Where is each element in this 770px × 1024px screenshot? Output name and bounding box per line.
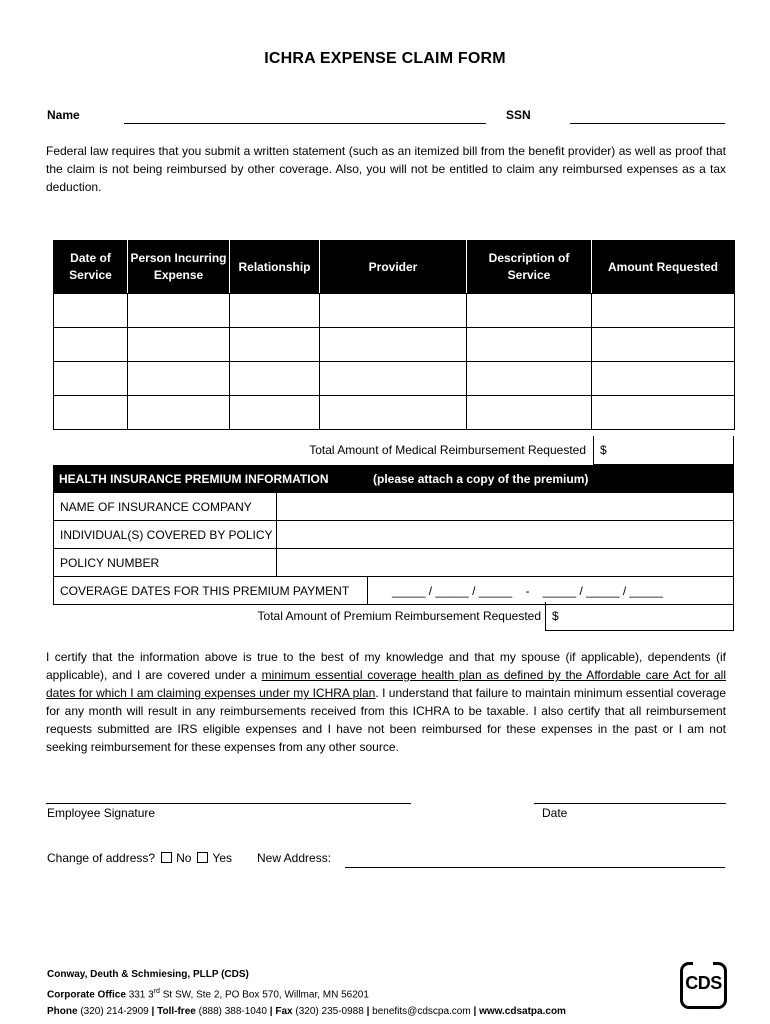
total-premium-row [53, 602, 734, 631]
insurance-company-row [53, 493, 734, 521]
table-cell[interactable] [54, 396, 128, 430]
footer-contact: Phone (320) 214-2909 | Toll-free (888) 388-1040 | Fax (320) 235-0988 | benefits@cdscpa.com | www.cdsatpa.com [47, 1006, 566, 1018]
insurance-company-field[interactable] [277, 493, 733, 520]
date-label: Date [542, 806, 568, 820]
table-cell[interactable] [230, 396, 320, 430]
footer-tollfree: (888) 388-1040 [198, 1006, 267, 1018]
premium-header-note: (please attach a copy of the premium) [373, 472, 589, 486]
certification-paragraph [46, 648, 726, 756]
table-cell[interactable] [128, 328, 230, 362]
covered-individuals-field[interactable] [277, 521, 733, 548]
intro-paragraph: Federal law requires that you submit a written statement (such as an itemized bill from the benefit provider) as well as proof that the claim is not being reimbursed by other coverage. Also, you will not be entitled to claim any reimbursed expenses as a tax deduction. [46, 144, 726, 194]
name-field[interactable] [124, 109, 486, 124]
table-cell[interactable] [592, 396, 735, 430]
footer-email[interactable]: benefits@cdscpa.com [372, 1006, 471, 1018]
total-medical-row [53, 436, 734, 465]
name-label: Name [47, 108, 80, 122]
table-cell[interactable] [592, 328, 735, 362]
policy-number-field[interactable] [277, 549, 733, 576]
table-cell[interactable] [54, 294, 128, 328]
table-row [54, 294, 735, 328]
footer-company: Conway, Deuth & Schmiesing, PLLP (CDS) [47, 969, 249, 980]
signature-label: Employee Signature [47, 806, 156, 820]
new-address-field[interactable] [345, 852, 725, 868]
certification-underlined-text: minimum essential coverage health plan as defined by the Affordable care Act for all dates for which I am claiming expenses under my ICHRA plan [46, 668, 726, 700]
table-cell[interactable] [592, 362, 735, 396]
yes-checkbox[interactable] [197, 852, 208, 863]
policy-number-row [53, 549, 734, 577]
table-cell[interactable] [320, 294, 467, 328]
currency-symbol: $ [552, 609, 559, 623]
table-cell[interactable] [467, 362, 592, 396]
table-cell[interactable] [592, 294, 735, 328]
total-premium-amount-field[interactable] [545, 602, 734, 631]
footer-office-label: Corporate Office [47, 989, 126, 1001]
table-cell[interactable] [128, 362, 230, 396]
table-cell[interactable] [320, 396, 467, 430]
table-cell[interactable] [54, 328, 128, 362]
table-cell[interactable] [230, 362, 320, 396]
table-cell[interactable] [467, 328, 592, 362]
table-cell[interactable] [54, 362, 128, 396]
coverage-dates-field[interactable]: _____ / _____ / _____ - _____ / _____ / _____ [392, 584, 663, 598]
col-header-provider: Provider [320, 241, 467, 294]
total-medical-amount-field[interactable] [593, 436, 734, 465]
table-row [54, 362, 735, 396]
table-cell[interactable] [128, 396, 230, 430]
covered-individuals-row [53, 521, 734, 549]
certification-text: I certify that the information above is true to the best of my knowledge and that my spouse (if applicable), dependents (if applicable), and I are covered under a [46, 650, 726, 682]
table-row [54, 328, 735, 362]
premium-header-title: HEALTH INSURANCE PREMIUM INFORMATION [59, 472, 329, 486]
change-address-label: Change of address? [47, 851, 156, 865]
table-cell[interactable] [320, 362, 467, 396]
col-header-relationship: Relationship [230, 241, 320, 294]
logo-text: CDS [685, 973, 722, 993]
new-address-label: New Address: [257, 851, 332, 865]
ssn-field[interactable] [570, 109, 725, 124]
footer-phone: (320) 214-2909 [80, 1006, 149, 1018]
certification-text: . I understand that failure to maintain minimum essential coverage for any month will result in any reimbursements received from this ICHRA to be taxable. I also certify that all reimbursement requests submitted are IRS eligible expenses and I have not been reimbursed for these expenses in the past or I am not seeking reimbursement for these expenses from any other source. [46, 686, 726, 754]
no-label: No [176, 851, 192, 865]
footer-office: Corporate Office 331 3rd St SW, Ste 2, PO Box 570, Willmar, MN 56201 [47, 988, 369, 1001]
insurance-company-label: NAME OF INSURANCE COMPANY [60, 500, 252, 514]
no-checkbox[interactable] [161, 852, 172, 863]
total-premium-label: Total Amount of Premium Reimbursement Requested [257, 609, 541, 623]
table-row [54, 396, 735, 430]
change-address-group [47, 851, 232, 865]
footer-website[interactable]: www.cdsatpa.com [479, 1006, 566, 1018]
date-field[interactable] [534, 790, 726, 804]
expense-table [53, 240, 735, 430]
table-cell[interactable] [467, 396, 592, 430]
col-header-date: Date of Service [54, 241, 128, 294]
table-cell[interactable] [128, 294, 230, 328]
policy-number-label: POLICY NUMBER [60, 556, 160, 570]
cds-logo [680, 962, 727, 1009]
table-cell[interactable] [230, 294, 320, 328]
col-header-person: Person Incurring Expense [128, 241, 230, 294]
currency-symbol: $ [600, 443, 607, 457]
covered-individuals-label: INDIVIDUAL(S) COVERED BY POLICY [60, 528, 273, 542]
col-header-description: Description of Service [467, 241, 592, 294]
table-cell[interactable] [467, 294, 592, 328]
signature-field[interactable] [46, 790, 411, 804]
table-cell[interactable] [320, 328, 467, 362]
coverage-dates-row [53, 577, 734, 605]
table-cell[interactable] [230, 328, 320, 362]
coverage-dates-label: COVERAGE DATES FOR THIS PREMIUM PAYMENT [60, 584, 350, 598]
col-header-amount: Amount Requested [592, 241, 735, 294]
footer-fax: (320) 235-0988 [295, 1006, 364, 1018]
ssn-label: SSN [506, 108, 531, 122]
yes-label: Yes [212, 851, 232, 865]
form-title: ICHRA EXPENSE CLAIM FORM [264, 50, 506, 67]
total-medical-label: Total Amount of Medical Reimbursement Requested [309, 443, 586, 457]
premium-section-header [53, 465, 734, 493]
expense-table-header [54, 241, 735, 294]
footer [47, 966, 566, 1020]
